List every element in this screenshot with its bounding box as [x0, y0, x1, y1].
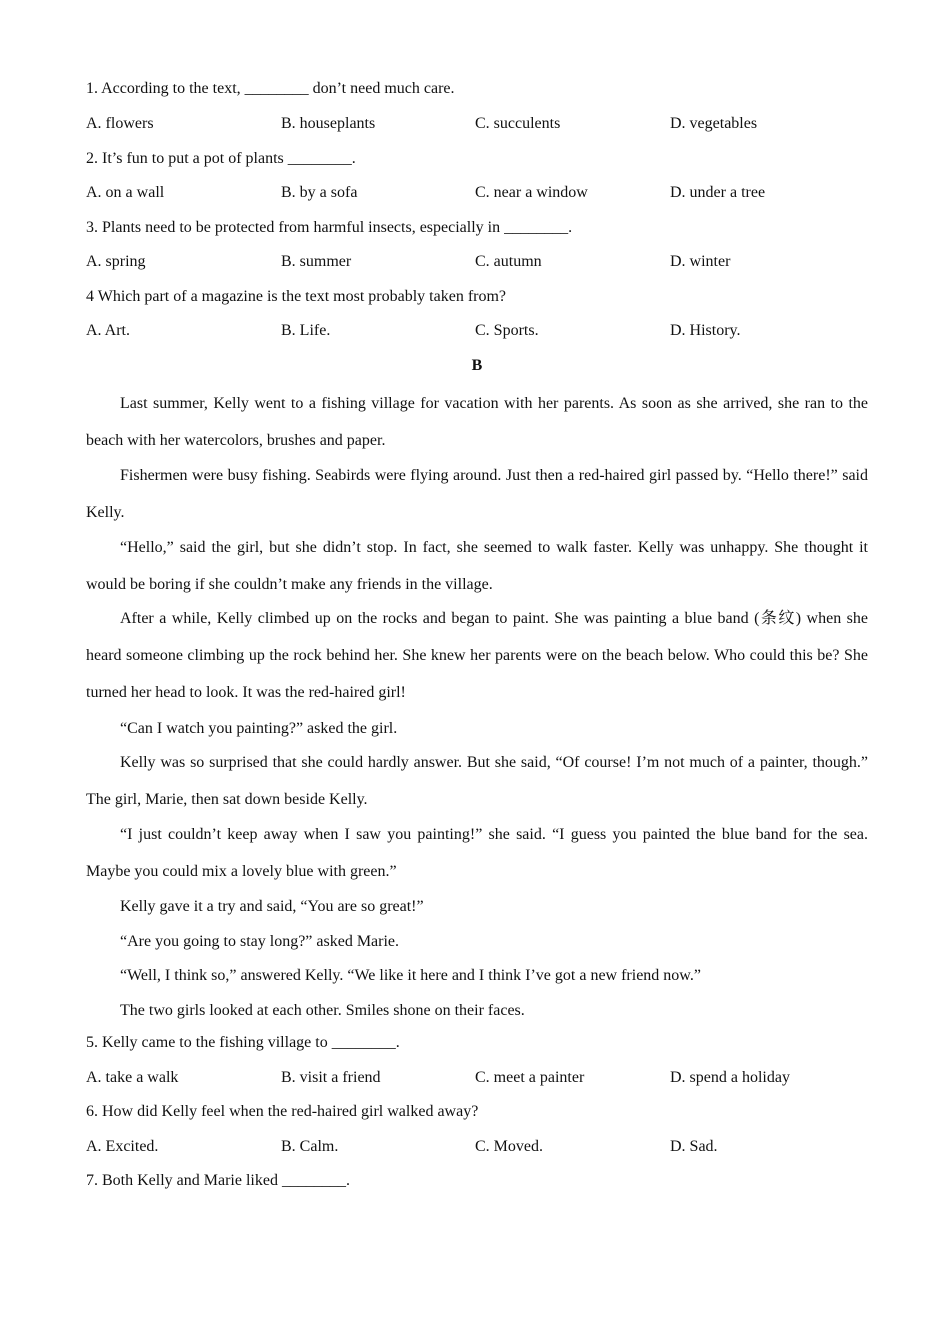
- question-5-stem: 5. Kelly came to the fishing village to ________.: [86, 1034, 400, 1051]
- passage-paragraph-2: Fishermen were busy fishing. Seabirds were flying around. Just then a red-haired girl passed by. “Hello there!” said Kelly.: [86, 467, 868, 521]
- passage-paragraph-11: The two girls looked at each other. Smiles shone on their faces.: [120, 1002, 525, 1019]
- passage-paragraph-8: Kelly gave it a try and said, “You are so great!”: [120, 898, 424, 915]
- question-1-options: [86, 115, 868, 137]
- question-6-stem: 6. How did Kelly feel when the red-haired girl walked away?: [86, 1103, 479, 1120]
- question-2-option-b: B. by a sofa: [281, 184, 358, 201]
- question-4-option-a: A. Art.: [86, 322, 130, 339]
- question-5-option-b: B. visit a friend: [281, 1069, 381, 1086]
- passage-paragraph-10: “Well, I think so,” answered Kelly. “We like it here and I think I’ve got a new friend now.”: [120, 967, 701, 984]
- question-5-option-c: C. meet a painter: [475, 1069, 585, 1086]
- question-6-option-c: C. Moved.: [475, 1138, 543, 1155]
- question-3-option-b: B. summer: [281, 253, 352, 270]
- question-5-options: [86, 1069, 868, 1091]
- passage-paragraph-5: “Can I watch you painting?” asked the girl.: [120, 720, 398, 737]
- question-6-option-b: B. Calm.: [281, 1138, 339, 1155]
- passage-paragraph-7: “I just couldn’t keep away when I saw you painting!” she said. “I guess you painted the blue band for the sea. Maybe you could mix a lovely blue with green.”: [86, 826, 868, 880]
- question-3-option-d: D. winter: [670, 253, 731, 270]
- question-3-option-c: C. autumn: [475, 253, 542, 270]
- question-6-option-d: D. Sad.: [670, 1138, 718, 1155]
- question-2-stem: 2. It’s fun to put a pot of plants ________.: [86, 150, 356, 167]
- question-4-stem: 4 Which part of a magazine is the text most probably taken from?: [86, 288, 507, 305]
- section-b-heading: B: [471, 357, 483, 374]
- question-1-option-d: D. vegetables: [670, 115, 758, 132]
- question-6-options: [86, 1138, 868, 1160]
- question-5-option-a: A. take a walk: [86, 1069, 179, 1086]
- question-1-option-b: B. houseplants: [281, 115, 376, 132]
- question-4-options: [86, 322, 868, 344]
- question-1-option-a: A. flowers: [86, 115, 154, 132]
- question-7-stem: 7. Both Kelly and Marie liked ________.: [86, 1172, 350, 1189]
- question-3-stem: 3. Plants need to be protected from harmful insects, especially in ________.: [86, 219, 573, 236]
- passage-paragraph-4: After a while, Kelly climbed up on the rocks and began to paint. She was painting a blue band (条纹) when she heard someone climbing up the rock behind her. She knew her parents were on the beach below. Who could this be? She turned her head to look. It was the red-haired girl!: [86, 610, 868, 701]
- question-1-option-c: C. succulents: [475, 115, 561, 132]
- question-3-option-a: A. spring: [86, 253, 146, 270]
- passage-paragraph-1: Last summer, Kelly went to a fishing village for vacation with her parents. As soon as she arrived, she ran to the beach with her watercolors, brushes and paper.: [86, 395, 868, 449]
- question-6-option-a: A. Excited.: [86, 1138, 159, 1155]
- question-4-option-d: D. History.: [670, 322, 741, 339]
- question-2-option-c: C. near a window: [475, 184, 588, 201]
- question-2-options: [86, 184, 868, 206]
- question-2-option-d: D. under a tree: [670, 184, 766, 201]
- passage-paragraph-3: “Hello,” said the girl, but she didn’t stop. In fact, she seemed to walk faster. Kelly was unhappy. She thought it would be boring if she couldn’t make any friends in the village.: [86, 539, 868, 593]
- question-2-option-a: A. on a wall: [86, 184, 165, 201]
- question-1-stem: 1. According to the text, ________ don’t need much care.: [86, 80, 455, 97]
- question-5-option-d: D. spend a holiday: [670, 1069, 790, 1086]
- question-3-options: [86, 253, 868, 275]
- question-4-option-b: B. Life.: [281, 322, 331, 339]
- question-4-option-c: C. Sports.: [475, 322, 539, 339]
- passage-paragraph-6: Kelly was so surprised that she could hardly answer. But she said, “Of course! I’m not much of a painter, though.” The girl, Marie, then sat down beside Kelly.: [86, 754, 868, 808]
- passage-paragraph-9: “Are you going to stay long?” asked Marie.: [120, 933, 400, 950]
